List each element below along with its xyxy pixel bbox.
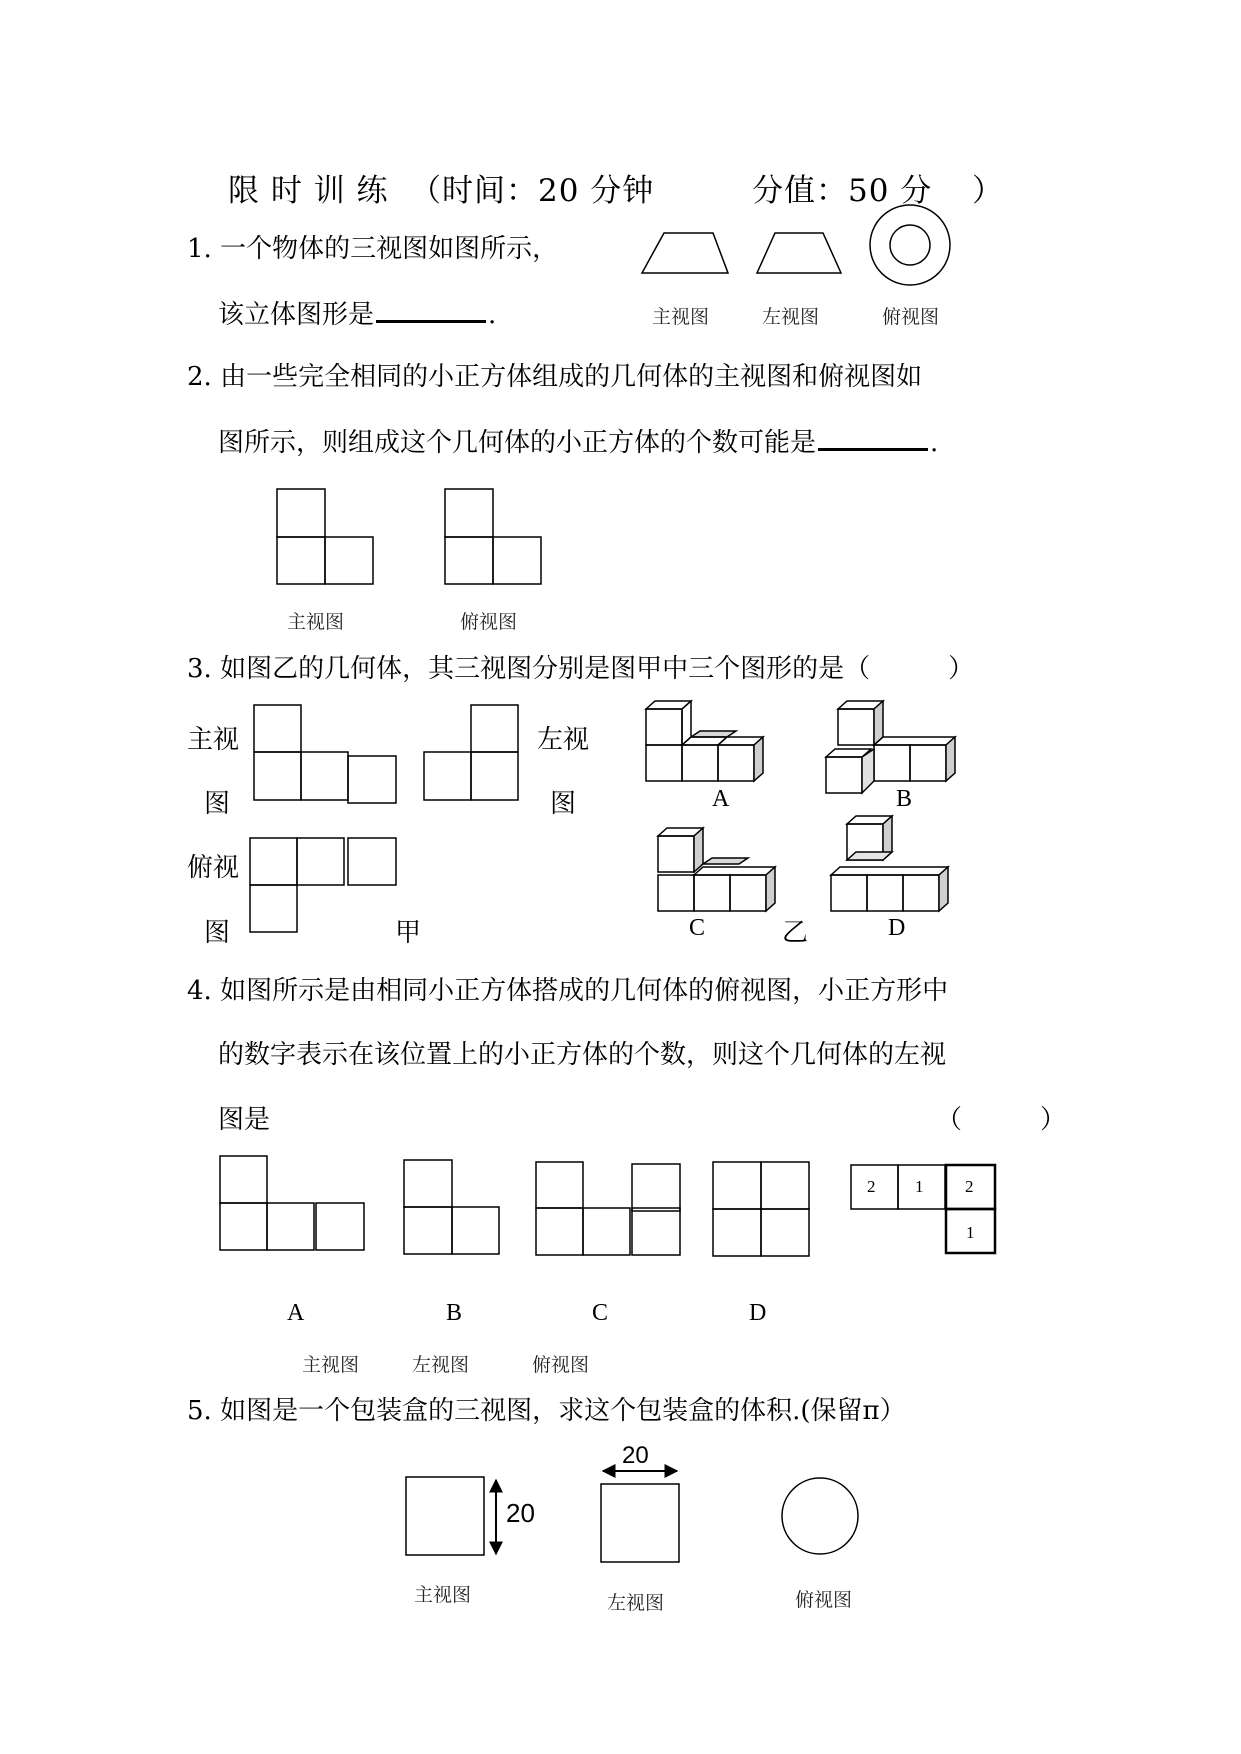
q3-left-label-1: 左视: [537, 725, 590, 755]
q3-option-c-label[interactable]: C: [689, 915, 706, 941]
q5-caption-front: 主视图: [414, 1584, 472, 1606]
title-main: 限 时 训 练: [228, 173, 389, 209]
q5-line1: 5. 如图是一个包装盒的三视图，求这个包装盒的体积.(保留π）: [187, 1396, 906, 1426]
q4-grid-number: 2: [965, 1177, 974, 1196]
q1-line1: 1. 一个物体的三视图如图所示，: [187, 234, 559, 264]
q3-top-label-1: 俯视: [187, 853, 240, 883]
q3-option-d-label[interactable]: D: [888, 915, 906, 941]
q4-answer-paren[interactable]: （ ）: [936, 1105, 1067, 1135]
q4-option-d-label[interactable]: D: [749, 1300, 767, 1326]
q2-caption-front: 主视图: [287, 611, 345, 633]
q5-left-view-square: [601, 1484, 679, 1562]
q5-height-dim: 20: [506, 1498, 535, 1528]
q4-option-b-label[interactable]: B: [446, 1300, 463, 1326]
q3-left-label-2: 图: [550, 789, 577, 819]
q5-top-view-circle: [782, 1478, 858, 1554]
q4-line3: 图是: [218, 1105, 271, 1135]
q3-front-label-1: 主视: [187, 725, 240, 755]
q1-caption-top: 俯视图: [882, 306, 940, 328]
q3-front-label-2: 图: [204, 789, 231, 819]
q1-line2-suffix: .: [488, 300, 497, 330]
title-time: （时间：20 分钟: [410, 173, 655, 209]
q4-grid-number: 1: [966, 1223, 975, 1242]
q3-yi-label: 乙: [782, 918, 809, 948]
q4-option-a-label[interactable]: A: [287, 1300, 305, 1326]
q2-line2-prefix: 图所示，则组成这个几何体的小正方体的个数可能是: [218, 428, 817, 458]
q4-caption-front: 主视图: [302, 1354, 360, 1376]
q2-line2-suffix: .: [930, 428, 939, 458]
q3-line1: 3. 如图乙的几何体，其三视图分别是图甲中三个图形的是（ ）: [187, 654, 975, 684]
q4-option-c-label[interactable]: C: [592, 1300, 609, 1326]
q4-caption-top: 俯视图: [532, 1354, 590, 1376]
q4-line2: 的数字表示在该位置上的小正方体的个数，则这个几何体的左视: [218, 1040, 947, 1070]
q4-grid-number: 2: [867, 1177, 876, 1196]
q5-caption-top: 俯视图: [795, 1589, 853, 1611]
q5-width-dim: 20: [622, 1442, 649, 1469]
q1-line2-prefix: 该立体图形是: [218, 300, 375, 330]
q3-option-b-label[interactable]: B: [896, 786, 913, 812]
q5-front-view-square: [406, 1477, 484, 1555]
title-score: 分值：50 分: [752, 173, 933, 209]
q1-caption-front: 主视图: [652, 306, 710, 328]
q1-caption-left: 左视图: [762, 306, 820, 328]
q2-line1: 2. 由一些完全相同的小正方体组成的几何体的主视图和俯视图如: [187, 362, 923, 392]
q3-top-label-2: 图: [204, 918, 231, 948]
q4-line1: 4. 如图所示是由相同小正方体搭成的几何体的俯视图，小正方形中: [187, 976, 949, 1006]
q3-option-a-label[interactable]: A: [712, 786, 730, 812]
q4-caption-left: 左视图: [412, 1354, 470, 1376]
q4-grid-number: 1: [915, 1177, 924, 1196]
title-close: ）: [972, 173, 1004, 209]
q2-caption-top: 俯视图: [460, 611, 518, 633]
q3-jia-label: 甲: [395, 918, 422, 948]
q5-caption-left: 左视图: [607, 1592, 665, 1614]
